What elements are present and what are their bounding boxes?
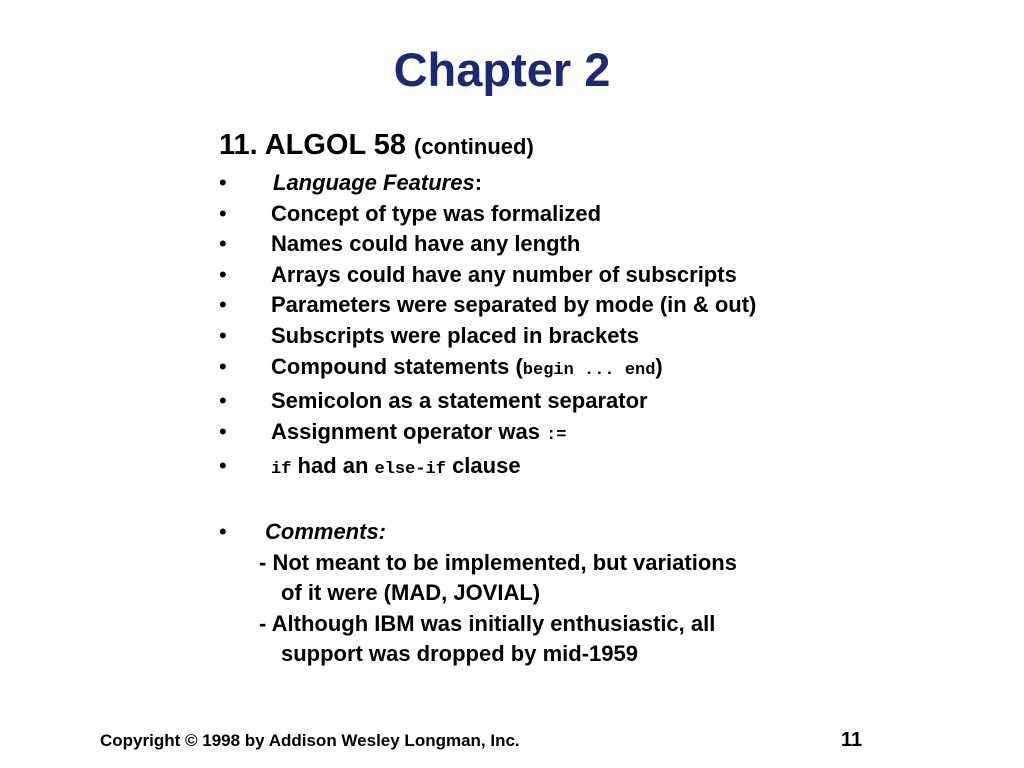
comment-note-line: - Although IBM was initially enthusiastic, all [259,610,716,636]
compound-close: ) [655,353,663,379]
list-item-text: Subscripts were placed in brackets [271,322,640,348]
comment-note-line: of it were (MAD, JOVIAL) [281,580,541,606]
bullet-icon: • [219,322,227,348]
comment-note [219,609,919,670]
list-item [219,386,919,417]
list-item-text: Names could have any length [271,231,581,257]
feature-list [219,168,919,486]
list-item [219,229,919,260]
list-item [219,260,919,291]
compound-code: begin ... end [522,360,656,380]
else-if-code: else-if [374,460,446,480]
slide-content [219,124,919,670]
spacer [219,486,919,517]
if-text-2: clause [445,453,521,479]
page-number: 11 [841,729,863,751]
features-colon: : [474,170,483,195]
section-heading-text: 11. ALGOL 58 [219,129,406,161]
compound-text: Compound statements ( [271,353,523,379]
list-item-comments-label [219,517,919,548]
bullet-icon: • [219,453,227,479]
footer-copyright: Copyright © 1998 by Addison Wesley Longman, Inc. [100,731,520,750]
bullet-icon: • [219,418,227,444]
bullet-icon: • [219,518,227,544]
comments-list [219,517,919,548]
list-item-assignment [219,417,919,452]
list-item-text: Arrays could have any number of subscripts [271,261,737,287]
list-item-compound [219,352,919,387]
section-heading-suffix: (continued) [414,134,534,159]
bullet-icon: • [219,200,227,226]
bullet-icon: • [219,353,227,379]
assignment-code: := [546,425,567,445]
if-code: if [271,460,292,480]
list-item-text: Semicolon as a statement separator [271,388,648,414]
bullet-icon: • [219,261,227,287]
comment-note [219,548,919,609]
list-item [219,199,919,230]
comment-note-line: support was dropped by mid-1959 [281,641,638,667]
bullet-icon: • [219,231,227,257]
list-item-text: Parameters were separated by mode (in & out) [271,292,757,318]
comment-note-line: - Not meant to be implemented, but variations [259,549,737,575]
features-label: Language Features [273,170,475,195]
bullet-icon: • [219,388,227,414]
section-heading [219,124,919,168]
list-item [219,321,919,352]
list-item [219,290,919,321]
list-item-text: Concept of type was formalized [271,200,602,226]
bullet-icon: • [219,292,227,318]
slide-title: Chapter 2 [393,43,611,96]
assignment-text: Assignment operator was [271,418,547,444]
list-item-features-label [219,168,919,199]
list-item-if-clause [219,451,919,486]
bullet-icon: • [219,170,227,195]
if-text-1: had an [291,453,375,479]
comments-label: Comments: [265,518,387,544]
